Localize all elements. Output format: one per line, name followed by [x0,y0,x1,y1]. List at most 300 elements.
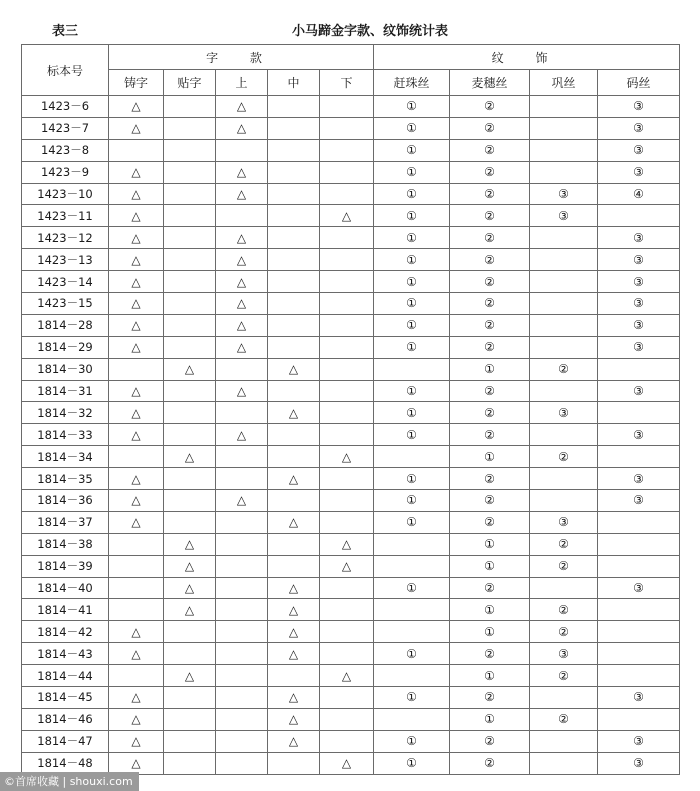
inscription-cell: △ [109,293,164,315]
inscription-cell: △ [109,96,164,118]
inscription-cell: △ [164,555,216,577]
table-row [22,621,680,643]
pattern-cell: ② [530,599,598,621]
inscription-cell: △ [268,599,320,621]
pattern-cell: ① [374,314,450,336]
inscription-cell: △ [109,336,164,358]
inscription-cell [320,139,374,161]
pattern-cell [374,555,450,577]
pattern-cell [530,271,598,293]
inscription-cell: △ [216,227,268,249]
table-row [22,599,680,621]
pattern-cell [530,96,598,118]
inscription-cell [268,490,320,512]
pattern-cell [530,424,598,446]
table-row [22,183,680,205]
pattern-cell: ① [450,708,530,730]
header-inscription-col: 中 [268,70,320,96]
pattern-cell: ② [450,511,530,533]
specimen-id: 1814－32 [22,402,109,424]
pattern-cell: ① [374,271,450,293]
pattern-cell: ③ [598,227,680,249]
specimen-id: 1423－12 [22,227,109,249]
inscription-cell [320,183,374,205]
table-row [22,117,680,139]
inscription-cell [268,271,320,293]
inscription-cell [320,358,374,380]
pattern-cell: ② [450,402,530,424]
pattern-cell: ③ [598,468,680,490]
inscription-cell [164,227,216,249]
pattern-cell [374,621,450,643]
inscription-cell [164,117,216,139]
inscription-cell: △ [109,205,164,227]
pattern-cell: ① [374,227,450,249]
inscription-cell [109,533,164,555]
pattern-cell [530,687,598,709]
inscription-cell [216,687,268,709]
inscription-cell: △ [268,577,320,599]
pattern-cell: ③ [598,687,680,709]
inscription-cell: △ [109,730,164,752]
pattern-cell: ① [374,183,450,205]
inscription-cell: △ [216,271,268,293]
pattern-cell [530,139,598,161]
pattern-cell: ③ [530,205,598,227]
pattern-cell [530,468,598,490]
pattern-cell: ② [450,293,530,315]
table-row [22,511,680,533]
inscription-cell: △ [320,665,374,687]
inscription-cell [164,621,216,643]
pattern-cell [374,358,450,380]
inscription-cell: △ [320,555,374,577]
inscription-cell: △ [164,599,216,621]
table-row [22,424,680,446]
pattern-cell: ② [530,708,598,730]
inscription-cell [164,708,216,730]
inscription-cell [268,227,320,249]
inscription-cell: △ [164,446,216,468]
specimen-id: 1423－11 [22,205,109,227]
pattern-cell [598,402,680,424]
inscription-cell [320,490,374,512]
inscription-cell: △ [320,533,374,555]
inscription-cell [164,511,216,533]
specimen-id: 1423－10 [22,183,109,205]
pattern-cell [530,577,598,599]
table-row [22,380,680,402]
pattern-cell: ② [450,752,530,774]
table-row [22,752,680,774]
inscription-cell [164,402,216,424]
header-inscription-col: 贴字 [164,70,216,96]
pattern-cell: ② [450,183,530,205]
pattern-cell: ① [374,402,450,424]
pattern-cell: ① [374,96,450,118]
inscription-cell [320,117,374,139]
pattern-cell [530,249,598,271]
table-row [22,161,680,183]
pattern-cell: ③ [598,336,680,358]
pattern-cell [598,665,680,687]
pattern-cell: ② [450,161,530,183]
pattern-cell: ③ [598,161,680,183]
inscription-cell: △ [109,468,164,490]
inscription-cell: △ [164,358,216,380]
pattern-cell: ① [374,468,450,490]
inscription-cell [320,293,374,315]
pattern-cell [598,621,680,643]
specimen-id: 1814－29 [22,336,109,358]
pattern-cell [598,511,680,533]
inscription-cell [216,139,268,161]
inscription-cell [216,730,268,752]
inscription-cell [164,314,216,336]
inscription-cell: △ [164,533,216,555]
specimen-id: 1814－47 [22,730,109,752]
header-inscription-col: 下 [320,70,374,96]
inscription-cell [268,183,320,205]
pattern-cell: ② [530,555,598,577]
pattern-cell: ① [450,533,530,555]
pattern-cell: ① [374,730,450,752]
inscription-cell [164,336,216,358]
inscription-cell: △ [109,687,164,709]
inscription-cell [320,161,374,183]
pattern-cell: ① [374,490,450,512]
pattern-cell: ③ [530,511,598,533]
table-row [22,708,680,730]
inscription-cell [320,249,374,271]
inscription-cell: △ [268,468,320,490]
watermark: ©首席收藏 | shouxi.com [0,772,139,791]
inscription-cell [216,555,268,577]
inscription-cell [320,227,374,249]
table-title: 小马蹄金字款、纹饰统计表 [291,24,448,39]
inscription-cell [268,336,320,358]
inscription-cell [268,205,320,227]
specimen-id: 1814－46 [22,708,109,730]
inscription-cell: △ [216,96,268,118]
inscription-cell [320,336,374,358]
header-pattern-col: 麦穗丝 [450,70,530,96]
inscription-cell [109,555,164,577]
header-pattern-col: 赶珠丝 [374,70,450,96]
table-row [22,468,680,490]
pattern-cell [598,708,680,730]
table-row [22,227,680,249]
inscription-cell: △ [164,665,216,687]
specimen-id: 1814－28 [22,314,109,336]
inscription-cell [320,511,374,533]
inscription-cell [320,380,374,402]
inscription-cell: △ [268,511,320,533]
pattern-cell [530,380,598,402]
pattern-cell: ② [530,358,598,380]
inscription-cell: △ [216,183,268,205]
specimen-id: 1814－34 [22,446,109,468]
inscription-cell: △ [268,730,320,752]
header-pattern-col: 巩丝 [530,70,598,96]
inscription-cell: △ [109,314,164,336]
inscription-cell [164,752,216,774]
inscription-cell [109,577,164,599]
table-row [22,665,680,687]
pattern-cell: ① [374,511,450,533]
pattern-cell [374,533,450,555]
inscription-cell [164,687,216,709]
pattern-cell: ② [450,730,530,752]
pattern-cell [530,314,598,336]
specimen-id: 1814－33 [22,424,109,446]
pattern-cell: ③ [598,424,680,446]
inscription-cell [164,380,216,402]
table-row [22,533,680,555]
specimen-id: 1423－14 [22,271,109,293]
pattern-cell: ② [450,96,530,118]
pattern-cell: ② [530,665,598,687]
inscription-cell: △ [320,752,374,774]
header-specimen: 标本号 [22,45,109,96]
pattern-cell: ② [450,249,530,271]
table-row [22,643,680,665]
pattern-cell: ① [450,665,530,687]
table-row [22,446,680,468]
inscription-cell [268,314,320,336]
specimen-id: 1814－31 [22,380,109,402]
inscription-cell: △ [109,643,164,665]
pattern-cell: ① [374,752,450,774]
pattern-cell: ① [374,643,450,665]
pattern-cell: ② [450,380,530,402]
specimen-id: 1814－48 [22,752,109,774]
pattern-cell: ③ [530,643,598,665]
inscription-cell [216,402,268,424]
specimen-id: 1814－36 [22,490,109,512]
specimen-id: 1814－42 [22,621,109,643]
header-pattern-group: 纹 饰 [374,45,680,70]
inscription-cell [320,96,374,118]
table-row [22,205,680,227]
pattern-cell [530,227,598,249]
table-row [22,314,680,336]
inscription-cell [216,446,268,468]
inscription-cell: △ [109,752,164,774]
inscription-cell [268,249,320,271]
inscription-cell: △ [216,336,268,358]
specimen-id: 1423－9 [22,161,109,183]
pattern-cell: ② [530,446,598,468]
pattern-cell [530,161,598,183]
specimen-id: 1814－35 [22,468,109,490]
pattern-cell [374,446,450,468]
pattern-cell: ③ [598,577,680,599]
inscription-cell [320,468,374,490]
pattern-cell: ① [450,621,530,643]
inscription-cell [164,205,216,227]
inscription-cell [216,533,268,555]
inscription-cell [109,139,164,161]
pattern-cell [530,752,598,774]
pattern-cell: ② [450,227,530,249]
inscription-cell [164,271,216,293]
table-label: 表三 [52,24,79,39]
pattern-cell [598,643,680,665]
inscription-cell: △ [109,227,164,249]
inscription-cell: △ [268,708,320,730]
table-row [22,555,680,577]
pattern-cell: ② [450,117,530,139]
inscription-cell [216,752,268,774]
inscription-cell: △ [320,446,374,468]
table-row [22,402,680,424]
inscription-cell [164,468,216,490]
inscription-cell [109,358,164,380]
header-inscription-col: 铸字 [109,70,164,96]
inscription-cell [216,358,268,380]
pattern-cell [598,599,680,621]
pattern-cell: ① [450,555,530,577]
pattern-cell: ① [374,424,450,446]
pattern-cell: ① [374,205,450,227]
pattern-cell: ② [450,271,530,293]
inscription-cell: △ [109,621,164,643]
inscription-cell: △ [216,380,268,402]
pattern-cell [530,117,598,139]
inscription-cell: △ [216,490,268,512]
inscription-cell [216,643,268,665]
pattern-cell: ② [450,336,530,358]
inscription-cell: △ [109,183,164,205]
inscription-cell [164,424,216,446]
table-row [22,249,680,271]
pattern-cell [598,555,680,577]
pattern-cell: ③ [598,293,680,315]
specimen-id: 1814－45 [22,687,109,709]
inscription-cell [216,468,268,490]
specimen-id: 1814－40 [22,577,109,599]
inscription-cell [268,293,320,315]
inscription-cell: △ [216,293,268,315]
pattern-cell: ② [530,533,598,555]
inscription-cell: △ [109,490,164,512]
pattern-cell: ① [450,446,530,468]
inscription-cell [268,665,320,687]
pattern-cell: ② [450,139,530,161]
inscription-cell [164,183,216,205]
table-row [22,293,680,315]
pattern-cell: ② [450,468,530,490]
pattern-cell [598,533,680,555]
table-row [22,490,680,512]
specimen-id: 1423－7 [22,117,109,139]
inscription-cell [216,599,268,621]
pattern-cell [530,730,598,752]
pattern-cell: ② [450,205,530,227]
inscription-cell [216,205,268,227]
pattern-cell [598,446,680,468]
pattern-cell [530,293,598,315]
inscription-cell: △ [216,314,268,336]
pattern-cell: ③ [530,402,598,424]
pattern-cell: ② [450,643,530,665]
pattern-cell: ② [450,577,530,599]
specimen-id: 1814－38 [22,533,109,555]
inscription-cell [164,161,216,183]
inscription-cell [268,533,320,555]
inscription-cell [320,708,374,730]
inscription-cell [268,96,320,118]
pattern-cell [374,708,450,730]
inscription-cell [268,555,320,577]
inscription-cell: △ [268,621,320,643]
inscription-cell [268,752,320,774]
inscription-cell: △ [164,577,216,599]
inscription-cell: △ [109,117,164,139]
inscription-cell: △ [216,424,268,446]
inscription-cell [216,665,268,687]
pattern-cell: ② [450,687,530,709]
pattern-cell: ① [374,139,450,161]
pattern-cell: ① [374,161,450,183]
inscription-cell: △ [109,380,164,402]
specimen-id: 1814－30 [22,358,109,380]
pattern-cell: ③ [598,314,680,336]
pattern-cell: ① [374,293,450,315]
table-row [22,687,680,709]
inscription-cell: △ [268,402,320,424]
table-row [22,577,680,599]
pattern-cell: ① [374,117,450,139]
pattern-cell: ② [450,314,530,336]
table-row [22,96,680,118]
pattern-cell: ② [530,621,598,643]
pattern-cell: ① [450,599,530,621]
pattern-cell: ① [374,380,450,402]
inscription-cell [216,708,268,730]
pattern-cell [374,665,450,687]
pattern-cell: ③ [598,117,680,139]
inscription-cell [109,665,164,687]
pattern-cell: ③ [598,752,680,774]
inscription-cell [320,643,374,665]
pattern-cell: ③ [598,96,680,118]
pattern-cell: ② [450,490,530,512]
inscription-cell [320,730,374,752]
table-row [22,336,680,358]
inscription-cell [164,490,216,512]
inscription-cell [164,730,216,752]
table-row [22,730,680,752]
pattern-cell: ③ [530,183,598,205]
specimen-id: 1814－39 [22,555,109,577]
inscription-cell: △ [320,205,374,227]
inscription-cell [216,511,268,533]
inscription-cell [109,446,164,468]
specimen-id: 1423－8 [22,139,109,161]
subheader-row [22,70,680,96]
table-body [22,96,680,775]
pattern-cell [530,490,598,512]
inscription-cell [320,402,374,424]
inscription-cell: △ [268,687,320,709]
inscription-cell [109,599,164,621]
inscription-cell: △ [216,117,268,139]
pattern-cell [598,205,680,227]
inscription-cell: △ [109,161,164,183]
specimen-id: 1814－43 [22,643,109,665]
